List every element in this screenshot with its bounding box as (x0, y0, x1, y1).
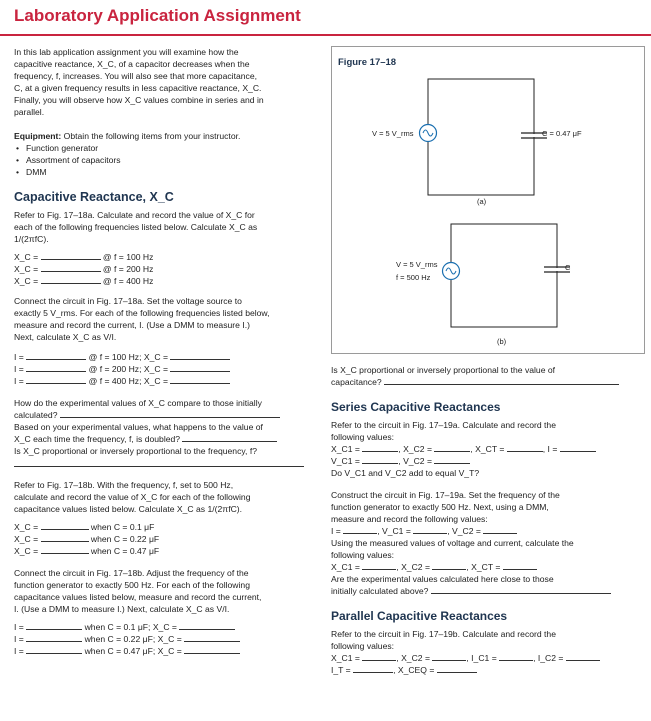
row-condition: @ f = 200 Hz; X_C = (88, 364, 168, 374)
circuit-a-source-label: V = 5 V_rms (372, 129, 414, 138)
paragraph-line: Refer to Fig. 17–18a. Calculate and record the value of X_C for (14, 210, 255, 220)
circuit-diagrams (332, 47, 644, 353)
paragraph-line: Next, calculate X_C as V/I. (14, 332, 117, 342)
row-condition: when C = 0.22 μF (90, 534, 160, 544)
answer-blank[interactable] (41, 251, 101, 260)
answer-row[interactable]: X_C1 = , X_C2 = , X_CT = (331, 561, 643, 573)
right-column (331, 364, 643, 676)
row-condition: @ f = 200 Hz (102, 264, 154, 274)
equipment-line (14, 130, 319, 142)
answer-blank[interactable] (483, 525, 517, 534)
answer-blank[interactable] (432, 561, 466, 570)
row-condition: @ f = 400 Hz (102, 276, 154, 286)
paragraph-line: following values: (331, 641, 395, 651)
answer-row[interactable]: V_C1 = , V_C2 = (331, 455, 643, 467)
equipment-list (14, 142, 319, 178)
circuit-b-freq-label: f = 500 Hz (396, 273, 431, 282)
answer-blank[interactable] (432, 652, 466, 661)
answer-row[interactable] (14, 633, 319, 645)
answer-blank[interactable] (26, 375, 86, 384)
paragraph-line: following values: (331, 432, 395, 442)
row-label: I = (14, 622, 24, 632)
paragraph-line: function generator to exactly 500 Hz. For each of the following (14, 580, 250, 590)
figure-title: Figure 17–18 (338, 57, 397, 68)
equipment-label: Equipment: (14, 131, 62, 141)
answer-blank[interactable] (26, 621, 82, 630)
paragraph-line: I. (Use a DMM to measure I.) Next, calculate X_C as V/I. (14, 604, 230, 614)
answer-blank[interactable] (179, 621, 235, 630)
answer-blank[interactable] (170, 363, 230, 372)
answer-row[interactable] (14, 251, 319, 263)
answer-blank[interactable] (41, 263, 101, 272)
circuit-b (443, 224, 571, 327)
answer-blank[interactable] (437, 664, 477, 673)
answer-blank[interactable] (41, 275, 101, 284)
question-line: How do the experimental values of X_C compare to those initially (14, 398, 262, 408)
answer-blank[interactable] (384, 376, 619, 385)
list-item: • Assortment of capacitors (26, 154, 319, 166)
answer-blank[interactable] (41, 533, 89, 542)
question-line: X_C each time the frequency, f, is doubled? (14, 433, 319, 445)
paragraph-line: Refer to the circuit in Fig. 17–19a. Calculate and record the (331, 420, 556, 430)
list-item: • Function generator (26, 142, 319, 154)
question-line: capacitance? (331, 376, 643, 388)
paragraph-line: capacitance values listed below, measure and record the current, (14, 592, 262, 602)
answer-blank[interactable] (362, 455, 398, 464)
intro-line: capacitive reactance, X_C, of a capacitor decreases when the (14, 59, 250, 69)
row-condition: @ f = 100 Hz; X_C = (88, 352, 168, 362)
section-heading-parallel: Parallel Capacitive Reactances (331, 609, 508, 623)
intro-line: In this lab application assignment you will examine how the (14, 47, 239, 57)
row-condition: @ f = 100 Hz (102, 252, 154, 262)
answer-blank[interactable] (170, 375, 230, 384)
row-label: I = (14, 646, 24, 656)
answer-row[interactable] (14, 375, 319, 387)
answer-blank[interactable] (60, 409, 280, 418)
paragraph-line: capacitance values listed below. Calculate X_C as 1/(2πfC). (14, 504, 243, 514)
answer-blank[interactable] (434, 455, 470, 464)
paragraph-line: each of the following frequencies listed below. Calculate X_C as (14, 222, 258, 232)
answer-blank[interactable] (431, 585, 611, 594)
answer-blank[interactable] (507, 443, 543, 452)
question-line: Are the experimental values calculated here close to those (331, 574, 554, 584)
answer-row[interactable] (14, 645, 319, 657)
circuit-b-cap-label: C (565, 263, 571, 272)
page-title: Laboratory Application Assignment (14, 6, 301, 25)
answer-blank[interactable] (499, 652, 533, 661)
question-line: Do V_C1 and V_C2 add to equal V_T? (331, 468, 480, 478)
paragraph-line: Connect the circuit in Fig. 17–18a. Set the voltage source to (14, 296, 242, 306)
intro-paragraph (14, 46, 319, 118)
answer-blank[interactable] (182, 433, 277, 442)
answer-blank[interactable] (343, 525, 377, 534)
answer-blank[interactable] (362, 443, 398, 452)
circuit-b-wire (451, 224, 557, 327)
row-condition: when C = 0.47 μF (90, 546, 160, 556)
answer-row[interactable] (14, 351, 319, 363)
answer-blank[interactable] (184, 633, 240, 642)
answer-row[interactable]: I = , V_C1 = , V_C2 = (331, 525, 643, 537)
question-line: Based on your experimental values, what happens to the value of (14, 422, 263, 432)
answer-row[interactable] (14, 521, 319, 533)
figure-panel (331, 46, 645, 354)
section-heading-capacitive-reactance: Capacitive Reactance, X_C (14, 190, 174, 204)
circuit-a-wire (428, 79, 534, 195)
answer-blank[interactable] (503, 561, 537, 570)
question-line: initially calculated above? (331, 585, 643, 597)
answer-blank[interactable] (170, 351, 230, 360)
page-header (0, 0, 651, 36)
question-line: Is X_C proportional or inversely proportional to the frequency, f? (14, 446, 257, 456)
row-label: X_C = (14, 276, 39, 286)
row-condition: @ f = 400 Hz; X_C = (88, 376, 168, 386)
answer-blank[interactable] (413, 525, 447, 534)
paragraph-line: calculate and record the value of X_C for each of the following (14, 492, 251, 502)
answer-row[interactable] (14, 533, 319, 545)
paragraph-line: Refer to the circuit in Fig. 17–19b. Calculate and record the (331, 629, 556, 639)
answer-blank[interactable] (26, 351, 86, 360)
answer-blank[interactable] (362, 561, 396, 570)
answer-row[interactable]: X_C1 = , X_C2 = , I_C1 = , I_C2 = (331, 652, 643, 664)
row-label: X_C = (14, 522, 39, 532)
paragraph-line: Connect the circuit in Fig. 17–18b. Adjust the frequency of the (14, 568, 249, 578)
paragraph-line: Using the measured values of voltage and current, calculate the (331, 538, 574, 548)
answer-blank[interactable] (353, 664, 393, 673)
equipment-text: Obtain the following items from your instructor. (63, 131, 241, 141)
row-label: I = (14, 352, 24, 362)
intro-line: C, at a given frequency results in less capacitive reactance, X_C. (14, 83, 262, 93)
row-label: X_C = (14, 546, 39, 556)
paragraph-line: function generator to exactly 500 Hz. Next, using a DMM, (331, 502, 549, 512)
row-label: I = (14, 634, 24, 644)
circuit-b-caption: (b) (497, 337, 507, 346)
answer-blank[interactable] (26, 633, 82, 642)
answer-row[interactable]: I_T = , X_CEQ = (331, 664, 643, 676)
question-line: calculated? (14, 409, 319, 421)
answer-row[interactable] (14, 275, 319, 287)
row-condition: when C = 0.1 μF; X_C = (84, 622, 177, 632)
left-column (14, 46, 319, 657)
answer-row[interactable]: X_C1 = , X_C2 = , X_CT = , I = (331, 443, 643, 455)
row-condition: when C = 0.22 μF; X_C = (84, 634, 182, 644)
intro-line: frequency, f, increases. You will also see that more capacitance, (14, 71, 257, 81)
paragraph-line: 1/(2πfC). (14, 234, 49, 244)
answer-row[interactable] (14, 621, 319, 633)
paragraph-line: Refer to Fig. 17–18b. With the frequency, f, set to 500 Hz, (14, 480, 234, 490)
answer-blank[interactable] (41, 545, 89, 554)
paragraph-line: following values: (331, 550, 395, 560)
paragraph-line: measure and record the current, I. (Use a DMM to measure I.) (14, 320, 250, 330)
row-condition: when C = 0.1 μF (90, 522, 155, 532)
row-condition: when C = 0.47 μF; X_C = (84, 646, 182, 656)
answer-blank[interactable] (41, 521, 89, 530)
answer-blank[interactable] (566, 652, 600, 661)
row-label: X_C = (14, 252, 39, 262)
circuit-b-source-label: V = 5 V_rms (396, 260, 438, 269)
answer-blank[interactable] (362, 652, 396, 661)
row-label: X_C = (14, 534, 39, 544)
answer-blank[interactable] (184, 645, 240, 654)
answer-row[interactable] (14, 263, 319, 275)
circuit-a-cap-label: C = 0.47 μF (542, 129, 582, 138)
answer-blank[interactable] (26, 363, 86, 372)
question-line: Is X_C proportional or inversely proportional to the value of (331, 365, 556, 375)
answer-blank[interactable] (434, 443, 470, 452)
paragraph-line: measure and record the following values: (331, 514, 488, 524)
answer-row[interactable] (14, 363, 319, 375)
answer-row[interactable] (14, 545, 319, 557)
circuit-a (420, 79, 548, 195)
list-item: • DMM (26, 166, 319, 178)
paragraph-line: exactly 5 V_rms. For each of the following frequencies listed below, (14, 308, 270, 318)
circuit-a-caption: (a) (477, 197, 487, 206)
row-label: I = (14, 376, 24, 386)
section-heading-series: Series Capacitive Reactances (331, 400, 501, 414)
answer-blank[interactable] (560, 443, 596, 452)
intro-line: parallel. (14, 107, 45, 117)
intro-line: Finally, you will observe how X_C values combine in series and in (14, 95, 264, 105)
paragraph-line: Construct the circuit in Fig. 17–19a. Set the frequency of the (331, 490, 560, 500)
answer-line[interactable] (14, 457, 304, 467)
row-label: I = (14, 364, 24, 374)
answer-blank[interactable] (26, 645, 82, 654)
row-label: X_C = (14, 264, 39, 274)
